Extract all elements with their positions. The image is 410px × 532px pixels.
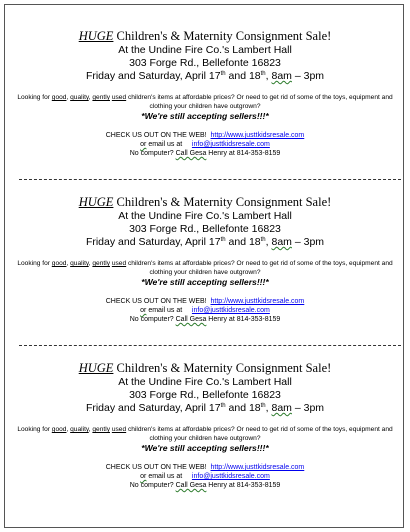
document-page	[4, 4, 404, 528]
body-comma2: ,	[88, 94, 93, 101]
body-rest: children's items at affordable prices? Or need to get rid of some of the toys, equipment and clothing your children have outgrown?	[126, 94, 393, 110]
phone-call: Call Gesa	[175, 482, 207, 489]
phone-rest: Henry at 814-353-8159	[206, 482, 281, 489]
dates-part2: and 18	[225, 402, 261, 414]
phone-call: Call Gesa	[175, 316, 207, 323]
dates-sup1: th	[220, 71, 226, 77]
dates-sup1: th	[220, 403, 226, 409]
body-text	[11, 93, 399, 111]
phone-line	[11, 481, 399, 490]
web-link[interactable]: http://www.justtkidsresale.com	[210, 298, 305, 305]
dates-sep: ,	[265, 70, 272, 82]
body-comma1: ,	[66, 426, 71, 433]
dates	[11, 402, 399, 415]
cut-line	[19, 345, 401, 346]
location: At the Undine Fire Co.'s Lambert Hall	[118, 44, 292, 56]
dates-part1: Friday and Saturday, April 17	[85, 236, 221, 248]
body-good: good	[51, 426, 67, 433]
phone-rest: Henry at 814-353-8159	[206, 316, 281, 323]
email-prefix: or	[140, 307, 147, 314]
dates-end: – 3pm	[291, 236, 325, 248]
title-rest: Children's & Maternity Consignment Sale!	[113, 195, 332, 209]
dates-sup2: th	[260, 71, 266, 77]
location: At the Undine Fire Co.'s Lambert Hall	[118, 376, 292, 388]
address: 303 Forge Rd., Bellefonte 16823	[129, 389, 281, 401]
body-gently: gently	[92, 94, 110, 101]
phone-prefix: No computer?	[129, 150, 176, 157]
dates	[11, 236, 399, 249]
title-rest: Children's & Maternity Consignment Sale!	[113, 29, 332, 43]
web-line	[11, 131, 399, 140]
email-label: email us at	[146, 141, 183, 148]
phone-call: Call Gesa	[175, 150, 207, 157]
web-link[interactable]: http://www.justtkidsresale.com	[210, 132, 305, 139]
email-link[interactable]: info@justtkidsresale.com	[191, 307, 270, 314]
dates-sep: ,	[265, 402, 272, 414]
body-good: good	[51, 260, 67, 267]
email-prefix: or	[140, 473, 147, 480]
phone-line	[11, 149, 399, 158]
email-link[interactable]: info@justtkidsresale.com	[191, 141, 270, 148]
email-line	[11, 140, 399, 149]
body-used: used	[111, 260, 127, 267]
web-label: CHECK US OUT ON THE WEB!	[105, 464, 207, 471]
web-line	[11, 463, 399, 472]
dates-time: 8am	[271, 402, 292, 414]
dates-sup2: th	[260, 237, 266, 243]
body-quality: quality	[70, 426, 89, 433]
title-huge: HUGE	[78, 29, 114, 43]
dates-part1: Friday and Saturday, April 17	[85, 402, 221, 414]
web-line	[11, 297, 399, 306]
body-used: used	[111, 426, 127, 433]
address: 303 Forge Rd., Bellefonte 16823	[129, 223, 281, 235]
dates-end: – 3pm	[291, 402, 325, 414]
body-prefix: Looking for	[17, 426, 52, 433]
body-comma2: ,	[88, 426, 93, 433]
body-text	[11, 425, 399, 443]
flyer-title	[11, 195, 399, 210]
body-gently: gently	[92, 426, 110, 433]
title-huge: HUGE	[78, 361, 114, 375]
flyer-title	[11, 361, 399, 376]
cut-line	[19, 179, 401, 180]
email-label: email us at	[146, 473, 183, 480]
dates-part2: and 18	[225, 236, 261, 248]
web-label: CHECK US OUT ON THE WEB!	[105, 298, 207, 305]
body-rest: children's items at affordable prices? Or need to get rid of some of the toys, equipment and clothing your children have outgrown?	[126, 260, 393, 276]
email-line	[11, 472, 399, 481]
flyer-1	[11, 29, 399, 158]
body-gently: gently	[92, 260, 110, 267]
web-label: CHECK US OUT ON THE WEB!	[105, 132, 207, 139]
body-good: good	[51, 94, 67, 101]
phone-rest: Henry at 814-353-8159	[206, 150, 281, 157]
phone-prefix: No computer?	[129, 316, 176, 323]
body-comma1: ,	[66, 260, 71, 267]
dates-end: – 3pm	[291, 70, 325, 82]
phone-line	[11, 315, 399, 324]
dates-time: 8am	[271, 236, 292, 248]
body-comma2: ,	[88, 260, 93, 267]
dates-sup1: th	[220, 237, 226, 243]
email-label: email us at	[146, 307, 183, 314]
address: 303 Forge Rd., Bellefonte 16823	[129, 57, 281, 69]
title-huge: HUGE	[78, 195, 114, 209]
email-prefix: or	[140, 141, 147, 148]
flyer-3	[11, 361, 399, 490]
dates-sup2: th	[260, 403, 266, 409]
body-comma1: ,	[66, 94, 71, 101]
body-prefix: Looking for	[17, 94, 52, 101]
dates-part1: Friday and Saturday, April 17	[85, 70, 221, 82]
dates	[11, 70, 399, 83]
web-link[interactable]: http://www.justtkidsresale.com	[210, 464, 305, 471]
location: At the Undine Fire Co.'s Lambert Hall	[118, 210, 292, 222]
body-rest: children's items at affordable prices? Or need to get rid of some of the toys, equipment and clothing your children have outgrown?	[126, 426, 393, 442]
seeking-sellers: *We're still accepting sellers!!!*	[141, 443, 269, 453]
phone-prefix: No computer?	[129, 482, 176, 489]
flyer-2	[11, 195, 399, 324]
email-line	[11, 306, 399, 315]
body-text	[11, 259, 399, 277]
dates-time: 8am	[271, 70, 292, 82]
body-used: used	[111, 94, 127, 101]
body-quality: quality	[70, 94, 89, 101]
body-quality: quality	[70, 260, 89, 267]
email-link[interactable]: info@justtkidsresale.com	[191, 473, 270, 480]
flyer-title	[11, 29, 399, 44]
seeking-sellers: *We're still accepting sellers!!!*	[141, 277, 269, 287]
body-prefix: Looking for	[17, 260, 52, 267]
seeking-sellers: *We're still accepting sellers!!!*	[141, 111, 269, 121]
dates-part2: and 18	[225, 70, 261, 82]
dates-sep: ,	[265, 236, 272, 248]
title-rest: Children's & Maternity Consignment Sale!	[113, 361, 332, 375]
